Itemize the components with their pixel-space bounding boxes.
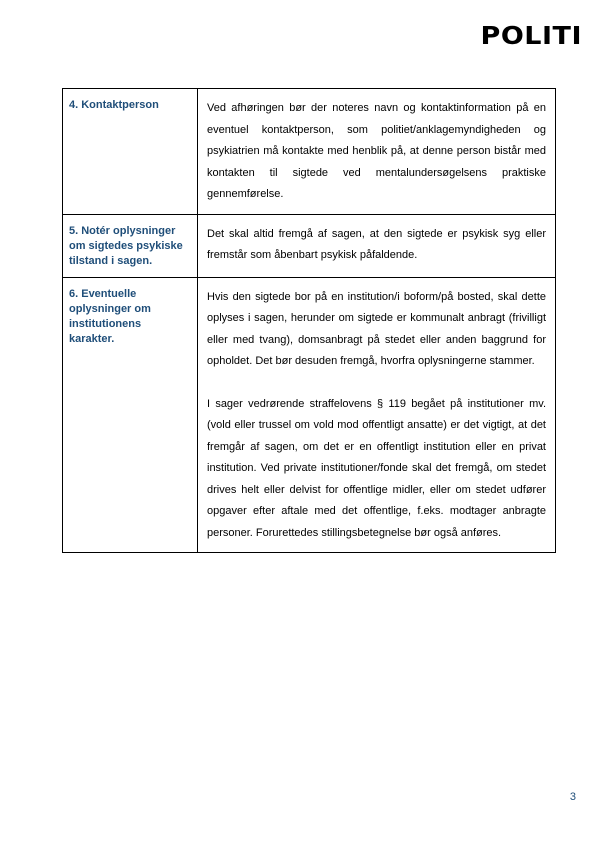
table-row xyxy=(63,277,556,553)
row-body-psykisk-tilstand xyxy=(198,214,556,277)
row-label-psykisk-tilstand: 5. Notér oplysninger om sigtedes psykiske tilstand i sagen. xyxy=(63,214,198,277)
row-body-institutionens-karakter xyxy=(198,277,556,553)
page-number: 3 xyxy=(569,791,576,803)
row-label-institutionens-karakter: 6. Eventuelle oplysninger om institutionens karakter. xyxy=(63,277,198,553)
instructions-table xyxy=(62,88,556,553)
paragraph: Ved afhøringen bør der noteres navn og kontaktinformation på en eventuel kontaktperson, som politiet/anklagemyndigheden og psykiatrien må kontakte med henblik på, at denne person bistår med kontakten til sigtede ved mentalundersøgelsens praktiske gennemførelse. xyxy=(207,102,546,200)
table-row xyxy=(63,89,556,215)
paragraph: Det skal altid fremgå af sagen, at den sigtede er psykisk syg eller fremstår som åbenbart psykisk påfaldende. xyxy=(207,227,546,261)
politi-logo: POLITI xyxy=(480,22,582,51)
table-row xyxy=(63,214,556,277)
paragraph: I sager vedrørende straffelovens § 119 begået på institutioner mv. (vold eller trussel om vold mod offentligt ansatte) er det vigtigt, at det fremgår af sagen, om det er en offentligt institution eller en privat institution. Ved private institutioner/fonde skal det fremgå, om stedet drives helt eller delvist for offentlige midler, eller om stedet udfører opgaver efter aftale med det offentlige, f.eks. modtager anbragte personer. Forurettedes stillingsbetegnelse bør også anføres. xyxy=(207,397,546,539)
paragraph: Hvis den sigtede bor på en institution/i boform/på bosted, skal dette oplyses i sagen, herunder om sigtede er kommunalt anbragt (frivilligt eller med tvang), domsanbragt på stedet eller anden baggrund for opholdet. Det bør desuden fremgå, hvorfra oplysningerne stammer. xyxy=(207,290,546,367)
row-label-kontaktperson: 4. Kontaktperson xyxy=(63,89,198,215)
row-body-kontaktperson xyxy=(198,89,556,215)
